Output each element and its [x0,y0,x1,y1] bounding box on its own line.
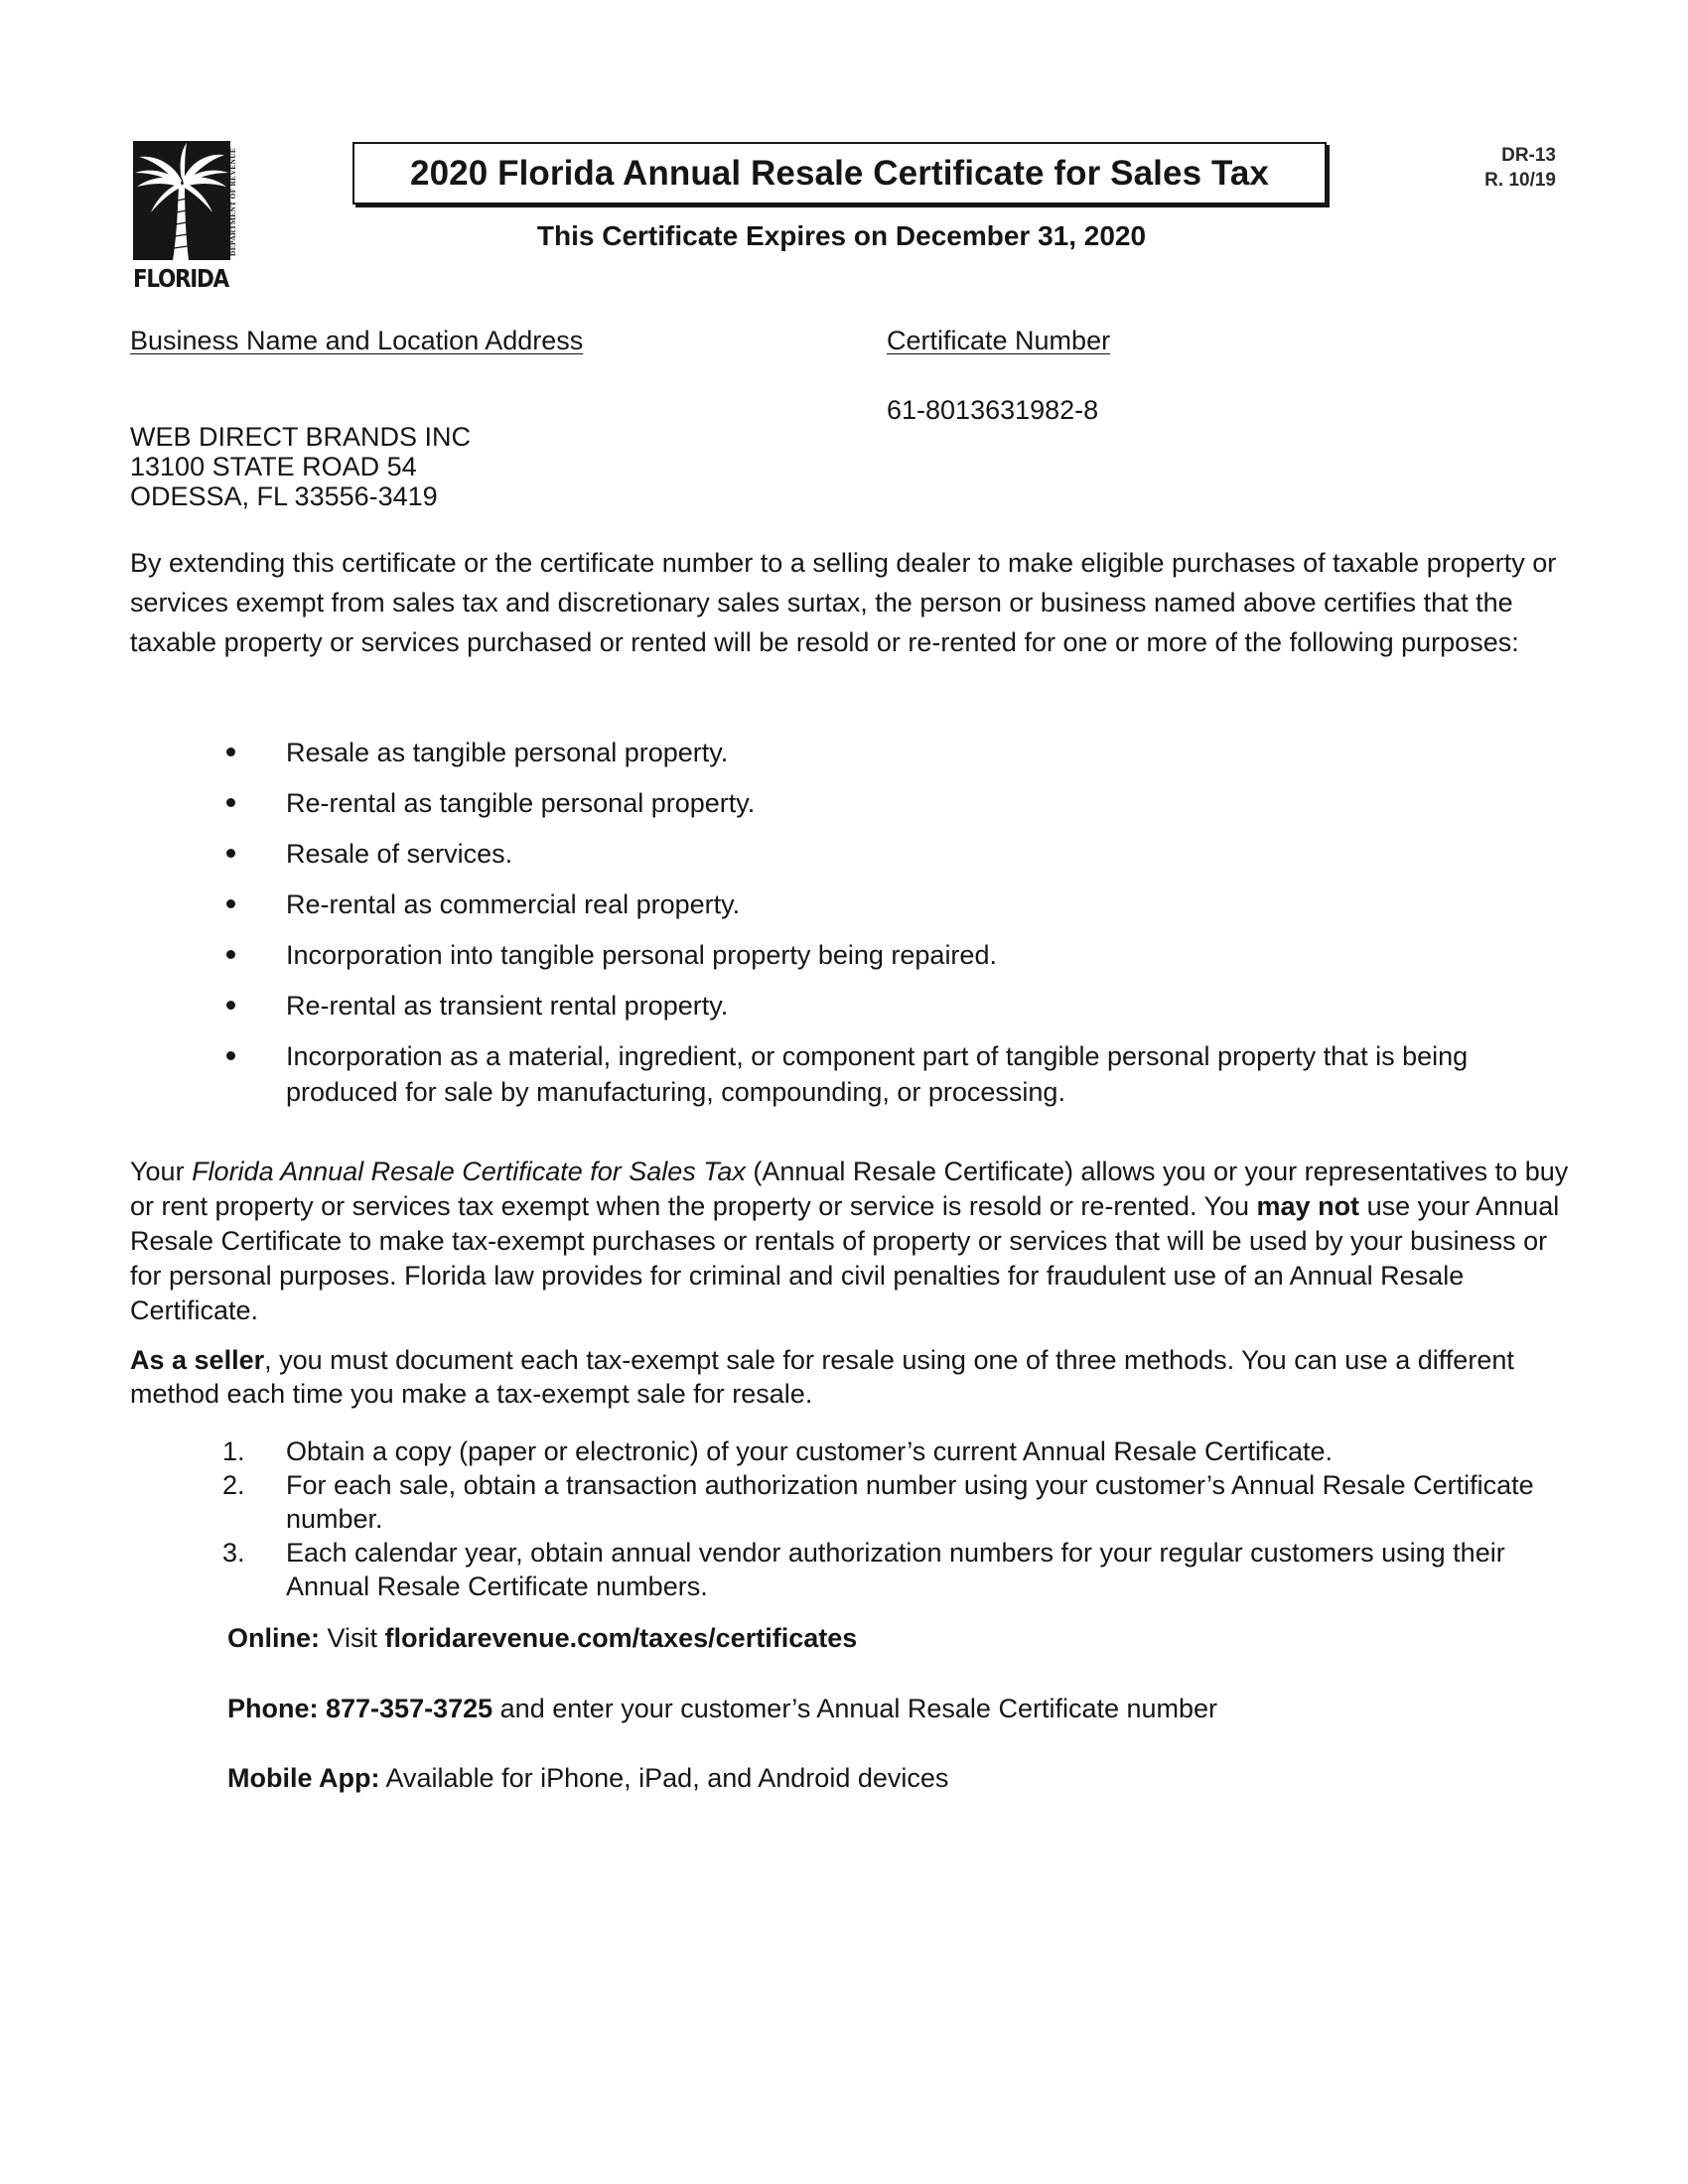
florida-dor-logo [133,141,242,300]
online-url: floridarevenue.com/taxes/certificates [384,1623,858,1653]
florida-wordmark: FLORIDA [133,264,228,293]
certification-paragraph: By extending this certificate or the certificate number to a selling dealer to make eligible purchases of taxable property or services exempt from sales tax and discretionary sales surtax, the person or business named above certifies that the taxable property or services purchased or rented will be resold or re-rented for one or more of the following purposes: [130,548,1557,657]
bullet-icon [226,748,235,756]
page-title: 2020 Florida Annual Resale Certificate for Sales Tax [410,153,1269,193]
bullet-icon [226,1051,235,1060]
form-revision: R. 10/19 [1484,170,1556,191]
business-city-state-zip: ODESSA, FL 33556-3419 [130,481,438,511]
bullet-icon [226,849,235,858]
list-item: Incorporation as a material, ingredient, or component part of tangible personal property that is being produced for sale by manufacturing, compounding, or processing. [130,1038,1570,1110]
form-identifier [1484,143,1556,193]
business-street: 13100 STATE ROAD 54 [130,452,417,481]
may-not-emphasis: may not [1256,1191,1360,1221]
phone-contact: Phone: 877-357-3725 and enter your customer’s Annual Resale Certificate number [227,1694,1218,1723]
business-name: WEB DIRECT BRANDS INC [130,422,472,452]
seller-lead: As a seller [130,1345,265,1375]
business-address [130,422,471,511]
list-item: 3. Each calendar year, obtain annual vendor authorization numbers for your regular customers using their Annual Resale Certificate numbers. [222,1538,1505,1601]
online-contact: Online: Visit floridarevenue.com/taxes/certificates [227,1623,858,1653]
bullet-icon [226,950,235,959]
list-item: Re-rental as transient rental property. [130,988,1570,1024]
department-of-revenue-label: DEPARTMENT OF REVENUE [228,147,237,256]
form-number: DR-13 [1501,145,1556,166]
business-address-label: Business Name and Location Address [130,326,584,355]
usage-paragraph: Your Florida Annual Resale Certificate for Sales Tax (Annual Resale Certificate) allows you or your representatives to buy or rent property or services tax exempt when the property or service is resold or re-rented. You may not use your Annual Resale Certificate to make tax-exempt purchases or rentals of property or services that will be used by your business or for personal purposes. Florida law provides for criminal and civil penalties for fraudulent use of an Annual Resale Certificate. [130,1157,1569,1325]
list-item: Resale as tangible personal property. [130,735,1570,770]
seller-paragraph: As a seller, you must document each tax-exempt sale for resale using one of three methods. You can use a different method each time you make a tax-exempt sale for resale. [130,1345,1514,1409]
certificate-title-box [352,142,1327,205]
list-item: Re-rental as tangible personal property. [130,785,1570,821]
list-item: 1. Obtain a copy (paper or electronic) of your customer’s current Annual Resale Certificate. [222,1436,1334,1466]
list-item: 2. For each sale, obtain a transaction authorization number using your customer’s Annual Resale Certificate number. [222,1470,1534,1534]
documentation-methods-list [130,1434,1580,1603]
palm-tree-icon [133,141,230,260]
list-item: Resale of services. [130,836,1570,872]
phone-number: 877-357-3725 [318,1694,493,1723]
certificate-number-label: Certificate Number [887,326,1111,355]
certificate-number: 61-8013631982-8 [887,395,1099,425]
list-item: Incorporation into tangible personal property being repaired. [130,937,1570,973]
bullet-icon [226,1001,235,1010]
purposes-list [130,735,1570,1125]
expiration-subtitle: This Certificate Expires on December 31, 2020 [536,220,1147,251]
bullet-icon [226,798,235,807]
mobile-app-contact: Mobile App: Available for iPhone, iPad, and Android devices [227,1763,949,1793]
list-item: Re-rental as commercial real property. [130,887,1570,922]
bullet-icon [226,899,235,908]
certificate-title-italic: Florida Annual Resale Certificate for Sales Tax [192,1157,746,1186]
